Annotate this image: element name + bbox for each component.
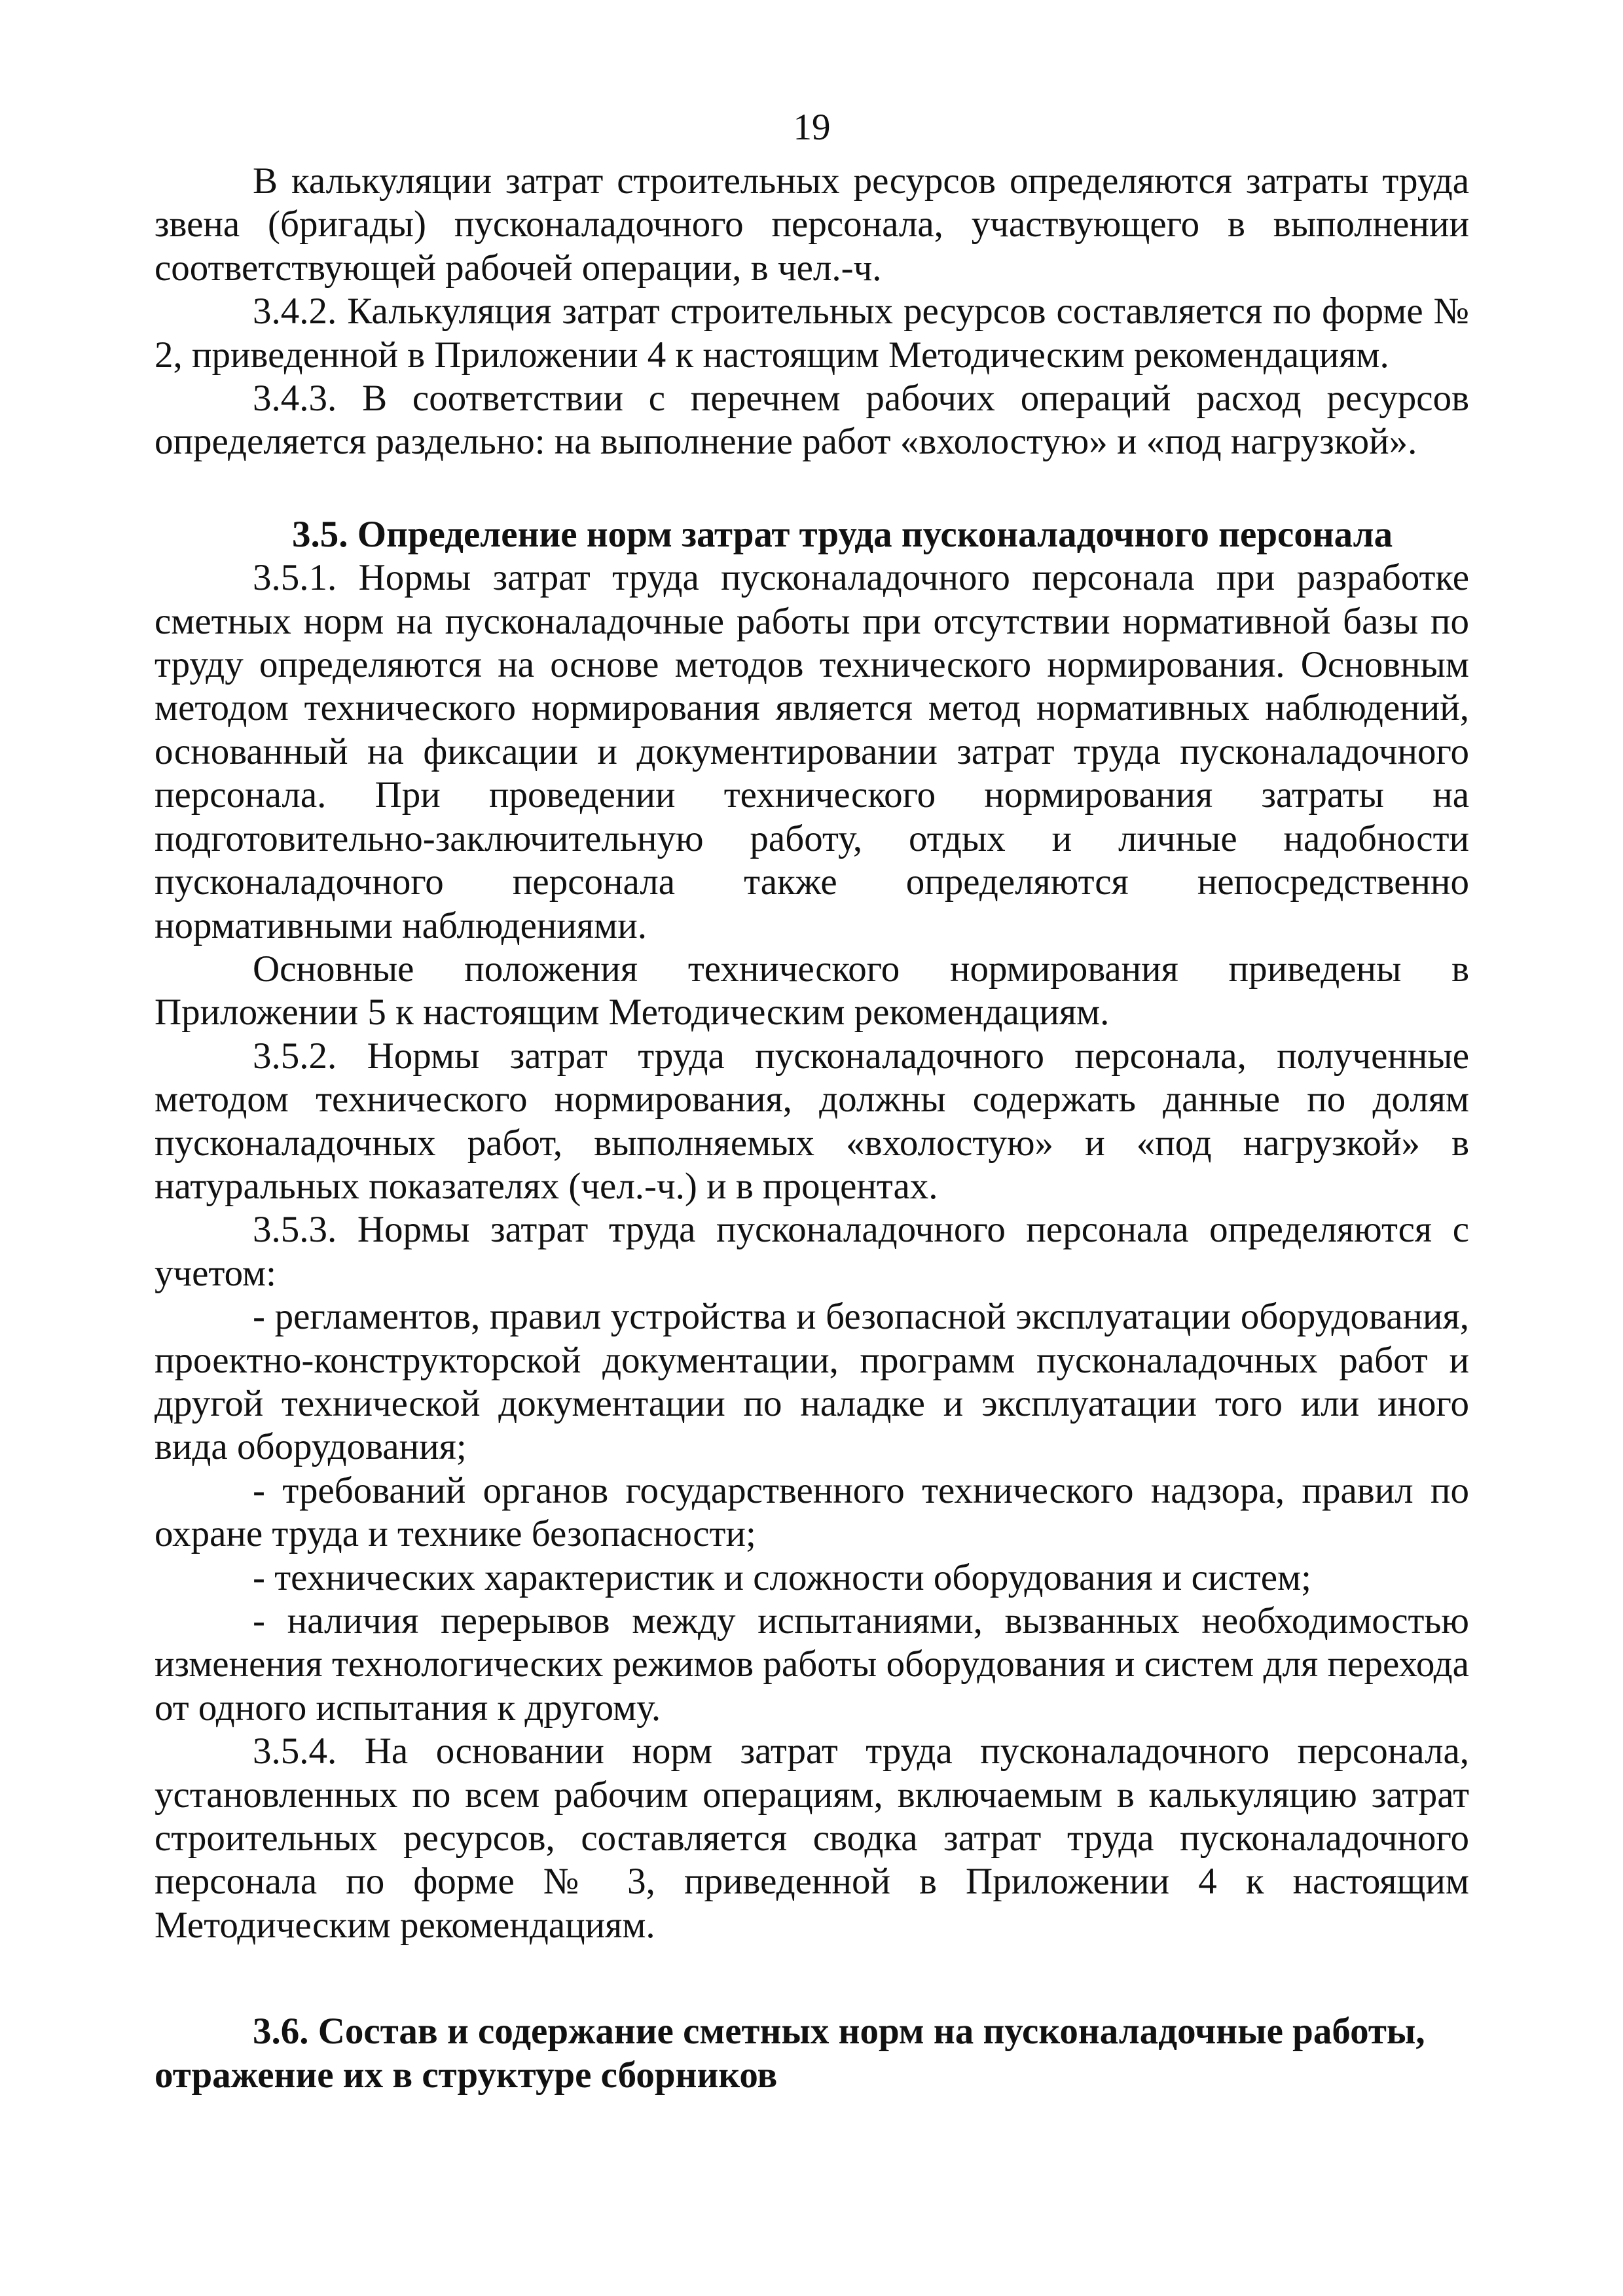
list-item-characteristics: - технических характеристик и сложности оборудования и систем; — [253, 1556, 1311, 1598]
paragraph-3-5-2: 3.5.2. Нормы затрат труда пусконаладочного персонала, полученные методом технического нормирования, должны содержать данные по долям пусконаладочных работ, выполняемых «вхолостую» и «под нагрузкой» в натуральных показателях (чел.-ч.) и в процентах. — [155, 1035, 1469, 1207]
paragraph-calculation-labor: В калькуляции затрат строительных ресурсов определяются затраты труда звена (бригады) пусконаладочного персонала, участвующего в выполнении соответствующей рабочей операции, в чел.-ч. — [155, 160, 1469, 289]
paragraph-3-5-3: 3.5.3. Нормы затрат труда пусконаладочного персонала определяются с учетом: — [155, 1209, 1469, 1294]
page-content — [155, 160, 1469, 2097]
page-number: 19 — [793, 107, 831, 148]
section-heading-3-6: 3.6. Состав и содержание сметных норм на пусконаладочные работы, отражение их в структуре сборников — [155, 2011, 1425, 2096]
list-item-regulations: - регламентов, правил устройства и безопасной эксплуатации оборудования, проектно-конструкторской документации, программ пусконаладочных работ и другой технической документации по наладке и эксплуатации того или иного вида оборудования; — [155, 1296, 1469, 1468]
paragraph-main-provisions: Основные положения технического нормирования приведены в Приложении 5 к настоящим Методическим рекомендациям. — [155, 948, 1469, 1033]
section-heading-3-5: 3.5. Определение норм затрат труда пусконаладочного персонала — [292, 513, 1393, 555]
list-item-breaks: - наличия перерывов между испытаниями, вызванных необходимостью изменения технологических режимов работы оборудования и систем для перехода от одного испытания к другому. — [155, 1600, 1469, 1729]
paragraph-3-5-4: 3.5.4. На основании норм затрат труда пусконаладочного персонала, установленных по всем рабочим операциям, включаемым в калькуляцию затрат строительных ресурсов, составляется сводка затрат труда пусконаладочного персонала по форме № 3, приведенной в Приложении 4 к настоящим Методическим рекомендациям. — [155, 1731, 1469, 1946]
list-item-requirements: - требований органов государственного технического надзора, правил по охране труда и технике безопасности; — [155, 1469, 1469, 1555]
paragraph-3-4-2: 3.4.2. Калькуляция затрат строительных ресурсов составляется по форме № 2, приведенной в Приложении 4 к настоящим Методическим рекомендациям. — [155, 291, 1469, 376]
paragraph-3-5-1: 3.5.1. Нормы затрат труда пусконаладочного персонала при разработке сметных норм на пусконаладочные работы при отсутствии нормативной базы по труду определяются на основе методов технического нормирования. Основным методом технического нормирования является метод нормативных наблюдений, основанный на фиксации и документировании затрат труда пусконаладочного персонала. При проведении технического нормирования затраты на подготовительно-заключительную работу, отдых и личные надобности пусконаладочного персонала также определяются непосредственно нормативными наблюдениями. — [155, 557, 1469, 946]
paragraph-3-4-3: 3.4.3. В соответствии с перечнем рабочих операций расход ресурсов определяется раздельно: на выполнение работ «вхолостую» и «под нагрузкой». — [155, 378, 1469, 463]
